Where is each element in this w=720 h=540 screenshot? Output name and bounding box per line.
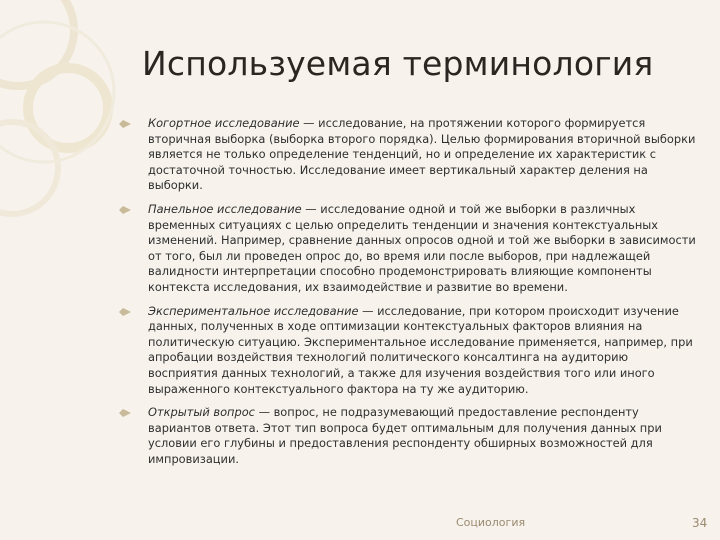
footer-subject: Социология (456, 516, 526, 529)
list-item (118, 304, 698, 398)
list-item (118, 116, 698, 194)
term-definition: — вопрос, не подразумевающий предоставление респонденту вариантов ответа. Этот тип вопроса будет оптимальным для получения данных при условии его глубины и предоставления респонденту обширных возможностей для импровизации. (148, 405, 662, 466)
term-name: Панельное исследование (148, 201, 302, 216)
term-name: Когортное исследование (148, 116, 300, 130)
bullet-icon (118, 307, 132, 317)
slide-title: Используемая терминология (142, 44, 654, 83)
terms-list (118, 116, 698, 475)
term-definition: — исследование одной и той же выборки в различных временных ситуациях с целью определить тенденции и значения контекстуальных изменений. Например, сравнение данных опросов одной и той же выборки в зависимости от того, был ли проведен опрос до, во время или после выборов, при надлежащей валидности интерпретации способно продемонстрировать влияющие компоненты контекста исследования, их взаимодействие и развитие во времени. (148, 201, 696, 294)
page-number: 34 (692, 516, 708, 530)
term-name: Экспериментальное исследование (148, 303, 359, 318)
term-name: Открытый вопрос (148, 405, 255, 420)
decorative-circles (0, 0, 120, 300)
bullet-icon (118, 119, 132, 129)
bullet-icon (118, 205, 132, 215)
list-item (118, 202, 698, 296)
list-item (118, 405, 698, 467)
term-definition: — исследование, на протяжении которого формируется вторичная выборка (выборка второго порядка). Целью формирования вторичной выборки является не только определение тенденций, но и определение их характеристик с достаточной точностью. Исследование имеет вертикальный характер деления на выборки. (148, 116, 696, 193)
bullet-icon (118, 408, 132, 418)
term-definition: — исследование, при котором происходит изучение данных, полученных в ходе оптимизации контекстуальных факторов влияния на политическую ситуацию. Экспериментальное исследование применяется, например, при апробации воздействия технологий политического консалтинга на аудиторию восприятия данных технологий, а также для изучения воздействия того или иного выраженного контекстуального фактора на ту же аудиторию. (148, 303, 693, 396)
